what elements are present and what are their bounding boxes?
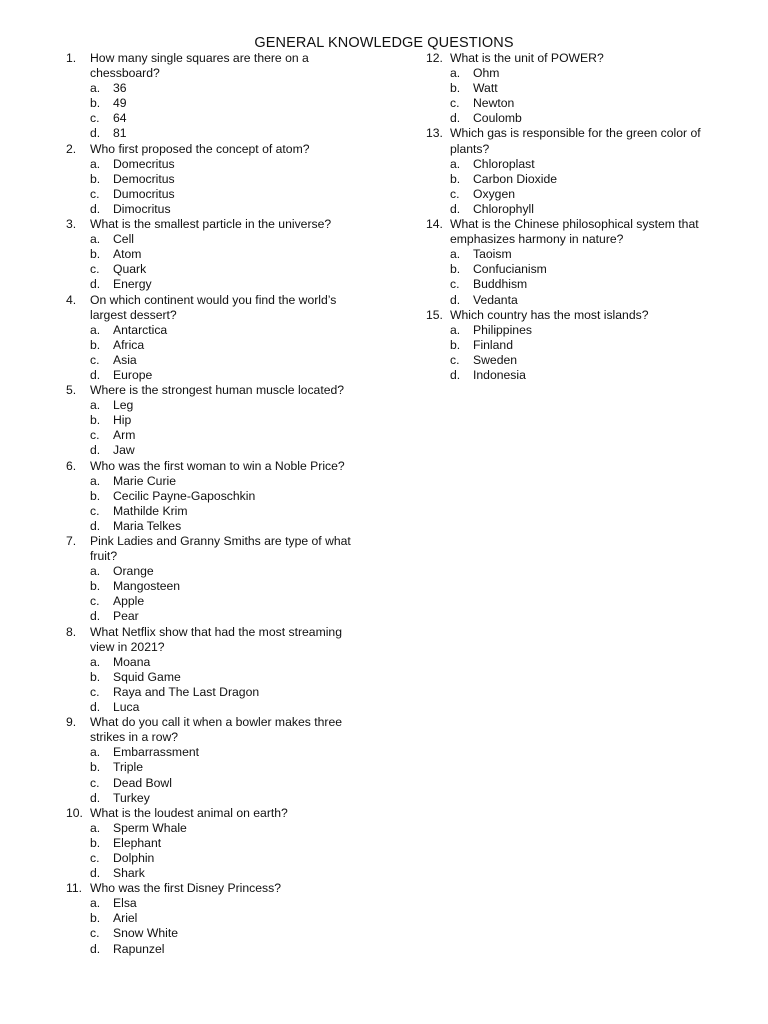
option-letter: d.: [90, 700, 101, 715]
answer-option: [450, 247, 726, 262]
option-text: Dimocritus: [113, 201, 171, 216]
answer-option: [90, 338, 366, 353]
answer-option: [90, 202, 366, 217]
answer-option: [90, 776, 366, 791]
option-letter: a.: [90, 896, 101, 911]
option-letter: d.: [90, 443, 101, 458]
option-letter: c.: [90, 503, 100, 518]
option-text: Dead Bowl: [113, 775, 172, 790]
question-text: Who was the first Disney Princess?: [90, 881, 282, 896]
option-letter: b.: [90, 96, 101, 111]
option-text: 64: [113, 111, 127, 126]
question-line: [66, 534, 366, 564]
question-number: 3.: [66, 217, 77, 232]
option-text: Cell: [113, 232, 134, 247]
question-item: [66, 715, 366, 806]
question-number: 11.: [66, 881, 83, 896]
question-item: [426, 51, 726, 126]
question-line: [66, 625, 366, 655]
option-letter: b.: [90, 247, 101, 262]
option-letter: b.: [90, 835, 101, 850]
answer-option: [450, 293, 726, 308]
question-column-left: [66, 51, 366, 957]
option-letter: d.: [90, 126, 101, 141]
option-text: Embarrassment: [113, 745, 200, 760]
answer-option: [90, 926, 366, 941]
question-item: [66, 293, 366, 384]
option-letter: c.: [90, 594, 100, 609]
answer-option: [90, 700, 366, 715]
option-letter: a.: [90, 322, 101, 337]
answer-option: [90, 262, 366, 277]
answer-options: [90, 157, 366, 217]
question-number: 5.: [66, 383, 77, 398]
option-letter: b.: [450, 337, 461, 352]
answer-option: [450, 96, 726, 111]
answer-option: [90, 187, 366, 202]
question-number: 15.: [426, 307, 443, 322]
option-letter: d.: [450, 111, 461, 126]
option-letter: d.: [90, 518, 101, 533]
option-text: Democritus: [113, 171, 175, 186]
question-item: [66, 51, 366, 142]
option-text: Philippines: [473, 322, 532, 337]
option-text: 81: [113, 126, 127, 141]
option-letter: a.: [90, 156, 101, 171]
option-text: 36: [113, 81, 127, 96]
option-text: Carbon Dioxide: [473, 171, 558, 186]
answer-options: [90, 655, 366, 715]
question-line: [66, 51, 366, 81]
option-letter: c.: [90, 684, 100, 699]
option-letter: b.: [90, 911, 101, 926]
question-line: [66, 715, 366, 745]
question-number: 12.: [426, 51, 443, 65]
option-text: Atom: [113, 247, 142, 262]
question-text: Which country has the most islands?: [450, 307, 649, 322]
option-text: Dumocritus: [113, 186, 175, 201]
answer-option: [90, 896, 366, 911]
answer-option: [90, 428, 366, 443]
answer-option: [450, 368, 726, 383]
option-text: Orange: [113, 564, 154, 579]
answer-options: [90, 398, 366, 458]
option-text: Chlorophyll: [473, 201, 534, 216]
option-text: 49: [113, 96, 127, 111]
option-text: Triple: [113, 760, 144, 775]
question-text: What is the Chinese philosophical system that emphasizes harmony in nature?: [450, 217, 699, 247]
option-letter: a.: [450, 66, 461, 81]
question-line: [66, 142, 366, 157]
answer-option: [90, 609, 366, 624]
question-number: 14.: [426, 217, 443, 232]
option-letter: d.: [90, 367, 101, 382]
option-letter: b.: [90, 669, 101, 684]
option-text: Marie Curie: [113, 473, 176, 488]
question-text: What is the unit of POWER?: [450, 51, 604, 65]
question-text: Who first proposed the concept of atom?: [90, 141, 310, 156]
question-item: [426, 126, 726, 217]
option-letter: d.: [90, 866, 101, 881]
answer-option: [90, 81, 366, 96]
option-text: Newton: [473, 96, 515, 111]
option-text: Hip: [113, 413, 132, 428]
option-letter: a.: [90, 820, 101, 835]
answer-option: [90, 519, 366, 534]
answer-option: [450, 187, 726, 202]
option-text: Antarctica: [113, 322, 168, 337]
question-number: 9.: [66, 715, 77, 730]
option-letter: c.: [90, 926, 100, 941]
option-letter: d.: [450, 292, 461, 307]
answer-options: [450, 66, 726, 126]
answer-option: [450, 157, 726, 172]
question-text: Pink Ladies and Granny Smiths are type of what fruit?: [90, 534, 351, 564]
question-number: 7.: [66, 534, 77, 548]
option-letter: c.: [450, 186, 460, 201]
answer-option: [90, 655, 366, 670]
question-text: Who was the first woman to win a Noble Price?: [90, 458, 345, 473]
answer-option: [90, 474, 366, 489]
question-item: [66, 383, 366, 458]
answer-option: [90, 745, 366, 760]
answer-option: [90, 232, 366, 247]
option-letter: a.: [90, 81, 101, 96]
option-letter: b.: [90, 579, 101, 594]
answer-option: [450, 262, 726, 277]
question-number: 8.: [66, 624, 77, 639]
option-text: Vedanta: [473, 292, 518, 307]
option-letter: c.: [90, 262, 100, 277]
option-text: Squid Game: [113, 669, 181, 684]
question-number: 4.: [66, 292, 77, 307]
question-text: What is the smallest particle in the universe?: [90, 217, 332, 232]
option-text: Buddhism: [473, 277, 528, 292]
option-text: Watt: [473, 81, 498, 96]
option-letter: c.: [450, 352, 460, 367]
option-letter: a.: [90, 232, 101, 247]
option-letter: c.: [90, 352, 100, 367]
question-text: How many single squares are there on a chessboard?: [90, 51, 309, 81]
answer-option: [90, 443, 366, 458]
option-text: Sperm Whale: [113, 820, 187, 835]
option-letter: a.: [450, 156, 461, 171]
option-letter: d.: [450, 201, 461, 216]
option-letter: c.: [90, 428, 100, 443]
answer-option: [90, 594, 366, 609]
answer-option: [90, 685, 366, 700]
answer-options: [90, 821, 366, 881]
question-text: What do you call it when a bowler makes three strikes in a row?: [90, 715, 342, 745]
question-line: [66, 806, 366, 821]
answer-option: [450, 66, 726, 81]
question-text: What is the loudest animal on earth?: [90, 805, 288, 820]
answer-options: [450, 157, 726, 217]
question-text: Where is the strongest human muscle located?: [90, 383, 345, 398]
option-letter: b.: [450, 262, 461, 277]
question-line: [66, 459, 366, 474]
option-letter: a.: [90, 564, 101, 579]
question-number: 2.: [66, 141, 77, 156]
answer-option: [90, 247, 366, 262]
answer-option: [90, 398, 366, 413]
answer-options: [450, 247, 726, 307]
option-letter: c.: [90, 775, 100, 790]
option-letter: c.: [90, 186, 100, 201]
option-letter: d.: [90, 609, 101, 624]
answer-option: [90, 564, 366, 579]
answer-option: [90, 791, 366, 806]
option-letter: a.: [90, 745, 101, 760]
page-title: GENERAL KNOWLEDGE QUESTIONS: [254, 35, 514, 51]
option-letter: a.: [90, 654, 101, 669]
option-text: Arm: [113, 428, 136, 443]
answer-option: [90, 836, 366, 851]
question-item: [66, 625, 366, 716]
option-text: Sweden: [473, 352, 518, 367]
option-text: Jaw: [113, 443, 135, 458]
answer-option: [90, 760, 366, 775]
option-text: Coulomb: [473, 111, 522, 126]
answer-option: [450, 338, 726, 353]
question-number: 10.: [66, 805, 83, 820]
option-text: Snow White: [113, 926, 179, 941]
question-line: [66, 293, 366, 323]
answer-options: [90, 232, 366, 292]
answer-options: [90, 896, 366, 956]
option-text: Energy: [113, 277, 152, 292]
question-item: [426, 308, 726, 383]
option-text: Elephant: [113, 835, 162, 850]
question-item: [66, 217, 366, 292]
option-letter: a.: [90, 398, 101, 413]
option-letter: b.: [90, 171, 101, 186]
option-text: Rapunzel: [113, 941, 165, 956]
answer-option: [450, 353, 726, 368]
option-text: Ohm: [473, 66, 500, 81]
option-letter: b.: [90, 413, 101, 428]
option-letter: d.: [450, 367, 461, 382]
answer-option: [450, 81, 726, 96]
answer-options: [90, 474, 366, 534]
option-text: Luca: [113, 700, 140, 715]
answer-option: [90, 911, 366, 926]
question-item: [66, 806, 366, 881]
question-text: On which continent would you find the world’s largest dessert?: [90, 292, 337, 322]
question-line: [426, 308, 726, 323]
option-letter: d.: [90, 790, 101, 805]
option-letter: a.: [90, 473, 101, 488]
question-line: [66, 217, 366, 232]
answer-option: [90, 172, 366, 187]
option-text: Cecilic Payne-Gaposchkin: [113, 488, 256, 503]
question-item: [66, 459, 366, 534]
option-letter: d.: [90, 277, 101, 292]
option-letter: b.: [90, 760, 101, 775]
option-text: Pear: [113, 609, 139, 624]
answer-options: [450, 323, 726, 383]
question-item: [426, 217, 726, 308]
option-text: Oxygen: [473, 186, 516, 201]
option-letter: b.: [450, 81, 461, 96]
answer-option: [450, 172, 726, 187]
question-text: Which gas is responsible for the green color of plants?: [450, 126, 701, 156]
option-text: Chloroplast: [473, 156, 535, 171]
answer-options: [90, 323, 366, 383]
option-text: Africa: [113, 337, 145, 352]
option-text: Indonesia: [473, 367, 526, 382]
option-text: Domecritus: [113, 156, 175, 171]
option-letter: c.: [450, 96, 460, 111]
option-letter: b.: [90, 337, 101, 352]
answer-option: [90, 821, 366, 836]
answer-option: [90, 126, 366, 141]
answer-option: [90, 851, 366, 866]
answer-option: [90, 111, 366, 126]
answer-option: [90, 277, 366, 292]
question-number: 1.: [66, 51, 77, 65]
option-text: Moana: [113, 654, 151, 669]
answer-option: [90, 353, 366, 368]
answer-option: [450, 277, 726, 292]
answer-options: [90, 564, 366, 624]
answer-option: [90, 579, 366, 594]
option-text: Maria Telkes: [113, 518, 182, 533]
question-item: [66, 534, 366, 625]
question-item: [66, 142, 366, 217]
answer-option: [90, 866, 366, 881]
answer-option: [90, 368, 366, 383]
option-text: Elsa: [113, 896, 137, 911]
option-text: Mangosteen: [113, 579, 181, 594]
answer-option: [90, 489, 366, 504]
option-letter: c.: [90, 111, 100, 126]
option-text: Turkey: [113, 790, 150, 805]
option-text: Leg: [113, 398, 134, 413]
answer-option: [90, 157, 366, 172]
option-text: Shark: [113, 866, 145, 881]
option-letter: d.: [90, 941, 101, 956]
option-text: Taoism: [473, 247, 512, 262]
answer-option: [450, 202, 726, 217]
option-letter: c.: [90, 850, 100, 865]
option-letter: b.: [450, 171, 461, 186]
question-line: [66, 881, 366, 896]
option-letter: c.: [450, 277, 460, 292]
answer-option: [90, 413, 366, 428]
question-line: [426, 217, 726, 247]
answer-option: [90, 504, 366, 519]
option-text: Ariel: [113, 911, 138, 926]
question-text: What Netflix show that had the most streaming view in 2021?: [90, 624, 342, 654]
question-number: 13.: [426, 126, 443, 141]
answer-option: [90, 942, 366, 957]
option-text: Mathilde Krim: [113, 503, 188, 518]
option-text: Apple: [113, 594, 145, 609]
question-item: [66, 881, 366, 956]
option-text: Dolphin: [113, 850, 155, 865]
answer-option: [90, 96, 366, 111]
answer-options: [90, 81, 366, 141]
question-line: [426, 51, 726, 66]
question-line: [426, 126, 726, 156]
question-column-right: [426, 51, 726, 383]
option-text: Europe: [113, 367, 153, 382]
option-letter: b.: [90, 488, 101, 503]
answer-option: [450, 111, 726, 126]
option-text: Confucianism: [473, 262, 547, 277]
question-number: 6.: [66, 458, 77, 473]
answer-option: [90, 323, 366, 338]
option-text: Raya and The Last Dragon: [113, 684, 260, 699]
answer-option: [450, 323, 726, 338]
option-text: Asia: [113, 352, 137, 367]
option-letter: a.: [450, 247, 461, 262]
answer-option: [90, 670, 366, 685]
option-letter: a.: [450, 322, 461, 337]
question-line: [66, 383, 366, 398]
answer-options: [90, 745, 366, 805]
option-text: Finland: [473, 337, 513, 352]
option-text: Quark: [113, 262, 147, 277]
option-letter: d.: [90, 201, 101, 216]
